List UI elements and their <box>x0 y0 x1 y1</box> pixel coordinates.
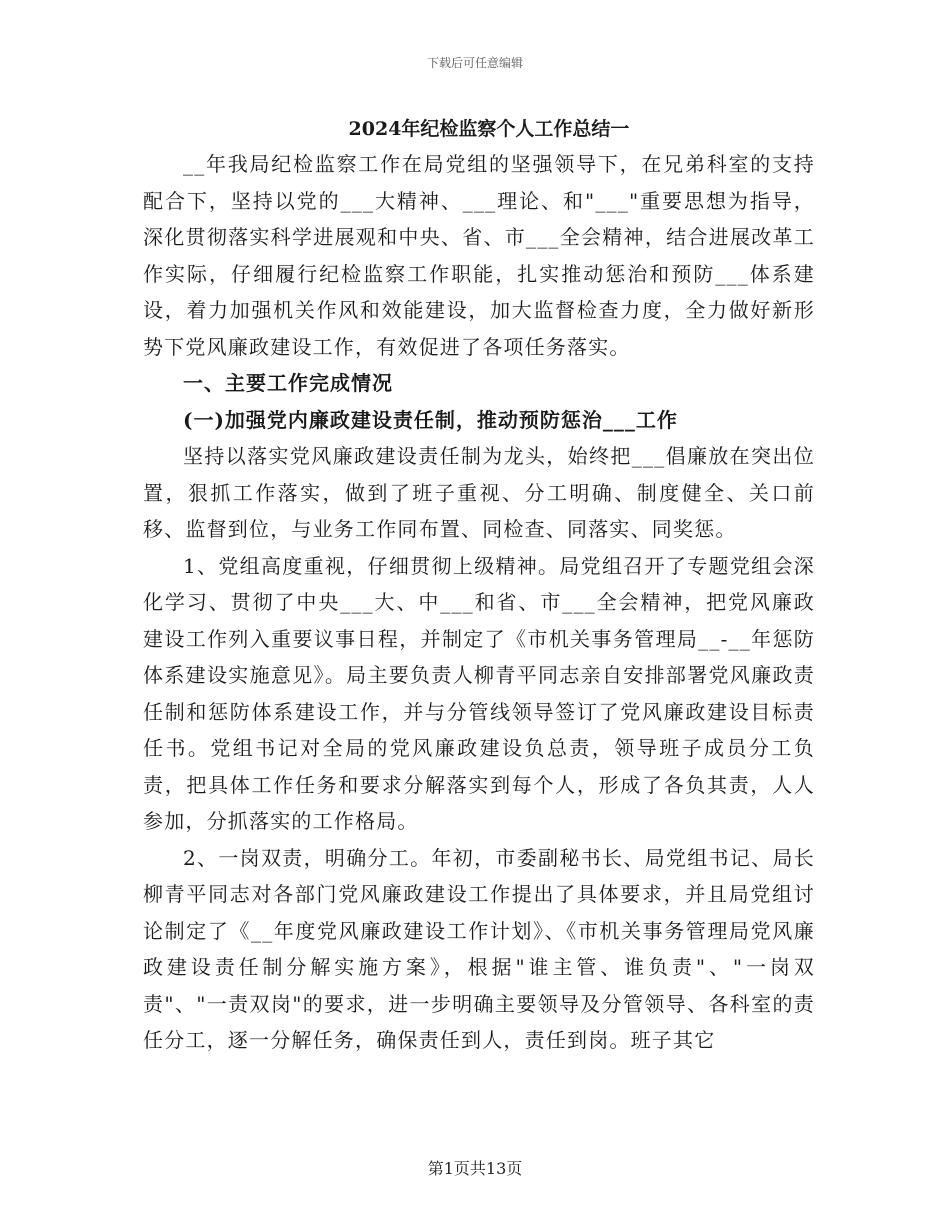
document-title: 2024年纪检监察个人工作总结一 <box>348 118 630 140</box>
section-heading-1: 一、主要工作完成情况 <box>183 371 393 395</box>
paragraph-4: 2、一岗双责，明确分工。年初，市委副秘书长、局党组书记、局长柳青平同志对各部门党风廉政建设工作提出了具体要求，并且局党组讨论制定了《__年度党风廉政建设工作计划》、《市机关事务管理局党风廉政建设责任制分解实施方案》，根据"谁主管、谁负责"、"一岗双责"、"一责双岗"的要求，进一步明确主要领导及分管领导、各科室的责任分工，逐一分解任务，确保责任到人，责任到岗。班子其它 <box>143 845 815 1052</box>
header-note: 下载后可任意编辑 <box>426 56 523 70</box>
paragraph-3: 1、党组高度重视，仔细贯彻上级精神。局党组召开了专题党组会深化学习、贯彻了中央___大、中___和省、市___全会精神，把党风廉政建设工作列入重要议事日程，并制定了《市机关事务管理局__-__年惩防体系建设实施意见》。局主要负责人柳青平同志亲自安排部署党风廉政责任制和惩防体系建设工作，并与分管线领导签订了党风廉政建设目标责任书。党组书记对全局的党风廉政建设负总责，领导班子成员分工负责，把具体工作任务和要求分解落实到每个人，形成了各负其责，人人参加，分抓落实的工作格局。 <box>143 553 815 833</box>
document-body <box>143 112 815 1059</box>
paragraph-2: 坚持以落实党风廉政建设责任制为龙头，始终把___倡廉放在突出位置，狠抓工作落实，做到了班子重视、分工明确、制度健全、关口前移、监督到位，与业务工作同布置、同检查、同落实、同奖惩。 <box>143 444 815 541</box>
paragraph-intro: __年我局纪检监察工作在局党组的坚强领导下，在兄弟科室的支持配合下，坚持以党的___大精神、___理论、和"___"重要思想为指导，深化贯彻落实科学进展观和中央、省、市___全会精神，结合进展改革工作实际，仔细履行纪检监察工作职能，扎实推动惩治和预防___体系建设，着力加强机关作风和效能建设，加大监督检查力度，全力做好新形势下党风廉政建设工作，有效促进了各项任务落实。 <box>143 152 815 359</box>
subsection-heading-1: (一)加强党内廉政建设责任制，推动预防惩治___工作 <box>183 407 678 432</box>
page-footer: 第1页共13页 <box>427 1159 523 1178</box>
